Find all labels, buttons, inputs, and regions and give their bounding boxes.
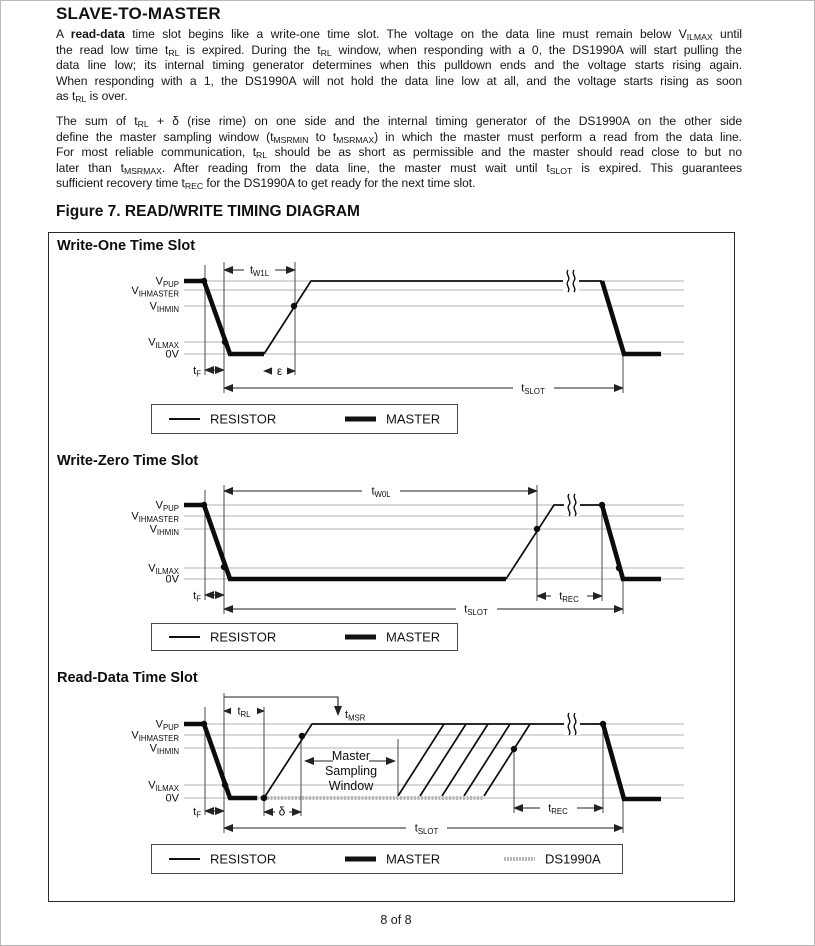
write-one-waveform <box>184 270 661 354</box>
paragraph-line: data line low; its internal timing generator determines when this pulldown ends and the voltage starts rising again. <box>56 58 742 73</box>
sampling-window-label: Master <box>331 749 371 763</box>
write-zero-title: Write-Zero Time Slot <box>57 453 199 469</box>
legend-label: MASTER <box>386 411 441 427</box>
svg-text:tW0L: $t_{W0L}$ <box>371 485 391 499</box>
write-zero-timing-diagram <box>48 479 733 624</box>
svg-text:VPUP: $V_{PUP}$ <box>155 718 179 732</box>
svg-text:tF: $t_F$ <box>193 806 201 820</box>
write-zero-legend <box>151 623 458 651</box>
svg-text:tF: $t_F$ <box>193 365 201 379</box>
svg-text:ε: ε <box>276 364 283 378</box>
master-line-sample <box>345 635 376 640</box>
svg-text:0V: 0V <box>165 573 179 586</box>
svg-text:tF: $t_F$ <box>193 590 201 604</box>
svg-text:tSLOT: $t_{SLOT}$ <box>414 822 439 836</box>
svg-text:VIHMASTER: $V_{IHMASTER}$ <box>131 729 179 743</box>
paragraph-line: For most reliable communication, $t_{RL}$ should be as short as permissible and the master should read close to but no <box>56 145 743 161</box>
voltage-labels <box>131 500 179 586</box>
write-one-timing-diagram <box>48 256 733 401</box>
svg-text:tSLOT: $t_{SLOT}$ <box>464 603 488 617</box>
paragraph-line: The sum of $t_{RL} + \delta$ (rise rime) on one side and the internal timing generator of the DS1990A on the other side <box>56 114 742 129</box>
legend-label: MASTER <box>386 851 441 867</box>
svg-text:VIHMASTER: $V_{IHMASTER}$ <box>131 285 179 299</box>
svg-text:VIHMIN: $V_{IHMIN}$ <box>149 742 179 756</box>
legend-label: RESISTOR <box>210 629 277 645</box>
svg-text:tREC: $t_{REC}$ <box>559 590 579 604</box>
svg-text:tREC: $t_{REC}$ <box>548 802 568 816</box>
svg-text:tMSR: $t_{MSR}$ <box>345 709 366 723</box>
read-data-title: Read-Data Time Slot <box>57 670 198 686</box>
sampling-window-label: Sampling <box>324 764 378 778</box>
master-line-sample <box>345 857 376 862</box>
read-data-timing-diagram <box>48 689 733 841</box>
page-number: 8 of 8 <box>380 913 412 927</box>
legend-label: RESISTOR <box>210 411 277 427</box>
paragraph-2 <box>56 114 742 192</box>
paragraph-1 <box>56 27 742 105</box>
svg-text:VPUP: $V_{PUP}$ <box>155 499 179 513</box>
grid-lines <box>184 505 684 579</box>
grid-lines <box>184 281 684 354</box>
legend-label: DS1990A <box>545 851 601 867</box>
timing-labels <box>193 264 554 396</box>
svg-text:tSLOT: $t_{SLOT}$ <box>521 382 545 396</box>
paragraph-line: later than $t_{MSRMAX}$. After reading from the data line, the master must wait until $t_{SLOT}$ is expired. This guarantees <box>56 160 742 176</box>
sampling-window-label: Window <box>328 779 374 793</box>
read-data-legend <box>151 844 623 874</box>
page-title: SLAVE-TO-MASTER <box>56 4 221 23</box>
legend-label: MASTER <box>386 629 441 645</box>
resistor-line-sample <box>169 418 200 420</box>
master-line-sample <box>345 417 376 422</box>
paragraph-line: the read low time $t_{RL}$ is expired. During the $t_{RL}$ window, when responding with a 0, the DS1990A will start pulling the <box>56 42 742 58</box>
ds1990a-line-sample <box>504 857 535 861</box>
paragraph-line: sufficient recovery time $t_{REC}$ for the DS1990A to get ready for the next time slot. <box>56 176 476 192</box>
svg-text:0V: 0V <box>165 348 179 361</box>
svg-text:VILMAX: $V_{ILMAX}$ <box>148 336 179 350</box>
resistor-line-sample <box>169 636 200 638</box>
svg-text:VPUP: $V_{PUP}$ <box>155 275 179 289</box>
paragraph-line: as $t_{RL}$ is over. <box>56 89 128 105</box>
svg-text:tW1L: $t_{W1L}$ <box>249 264 270 278</box>
svg-text:δ: δ <box>278 804 286 819</box>
svg-text:VIHMIN: $V_{IHMIN}$ <box>149 523 179 537</box>
svg-text:VIHMASTER: $V_{IHMASTER}$ <box>131 510 179 524</box>
figure-title: Figure 7. READ/WRITE TIMING DIAGRAM <box>56 203 360 220</box>
svg-text:VIHMIN: $V_{IHMIN}$ <box>149 300 179 314</box>
resistor-line-sample <box>169 858 200 860</box>
svg-text:VILMAX: $V_{ILMAX}$ <box>148 562 179 576</box>
svg-text:0V: 0V <box>165 792 179 805</box>
write-one-legend <box>151 404 458 434</box>
write-one-title: Write-One Time Slot <box>57 238 196 254</box>
write-zero-waveform <box>184 494 661 579</box>
grid-lines <box>184 724 684 798</box>
svg-text:VILMAX: $V_{ILMAX}$ <box>148 779 179 793</box>
voltage-labels <box>131 276 179 361</box>
paragraph-line: define the master sampling window ($t_{MSRMIN}$ to $t_{MSRMAX}$) in which the master must perform a read from the data line. <box>56 129 742 145</box>
paragraph-line: When responding with a 1, the DS1990A will not hold the data line low at all, and the voltage starts rising as soon <box>56 73 742 88</box>
legend-label: RESISTOR <box>210 851 277 867</box>
svg-text:tRL: $t_{RL}$ <box>237 705 251 719</box>
paragraph-line: A read-data time slot begins like a write-one time slot. The voltage on the data line must remain below $V_{ILMAX}$ until <box>56 27 742 42</box>
voltage-labels <box>131 719 179 805</box>
